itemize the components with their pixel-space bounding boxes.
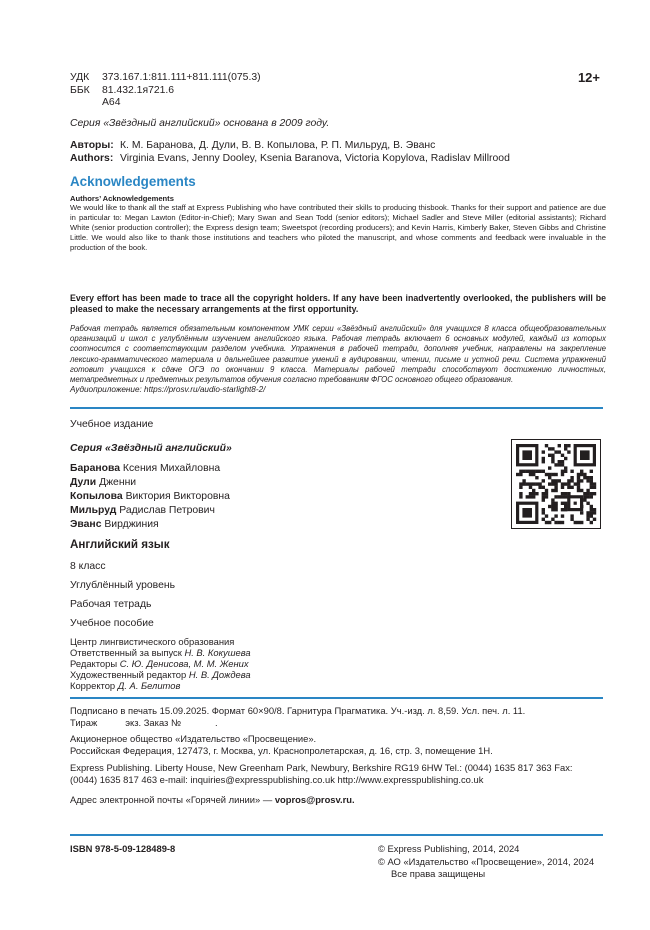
divider-bottom bbox=[70, 834, 603, 836]
authors-en: Virginia Evans, Jenny Dooley, Ksenia Baranova, Victoria Kopylova, Radislav Millrood bbox=[120, 153, 510, 164]
udk-label: УДК bbox=[70, 72, 90, 83]
credits-corrector: Корректор Д. А. Белитов bbox=[70, 680, 181, 691]
book-title: Английский язык bbox=[70, 538, 170, 551]
publisher-express-line2: (0044) 1635 817 463 e-mail: inquiries@expresspublishing.co.uk http://www.expresspublishing.co.uk bbox=[70, 774, 484, 785]
authors-ru-label: Авторы: bbox=[70, 140, 114, 151]
author-entry: Дули Дженни bbox=[70, 477, 137, 488]
copyright-prosv: © АО «Издательство «Просвещение», 2014, 2024 bbox=[378, 856, 595, 867]
series-note: Серия «Звёздный английский» основана в 2009 году. bbox=[70, 118, 330, 129]
acknowledgements-subtitle: Authors’ Acknowledgements bbox=[70, 194, 174, 203]
age-rating: 12+ bbox=[577, 70, 600, 85]
author-entry: Копылова Виктория Викторовна bbox=[70, 491, 230, 502]
divider-middle bbox=[70, 697, 603, 699]
credits-responsible: Ответственный за выпуск Н. В. Кокушева bbox=[70, 647, 251, 658]
author-entry: Эванс Вирджиния bbox=[70, 519, 159, 530]
divider-top bbox=[70, 407, 603, 409]
print-run: Тираж экз. Заказ № . bbox=[70, 717, 218, 728]
authors-block bbox=[70, 139, 510, 165]
hotline: Адрес электронной почты «Горячей линии» — vopros@prosv.ru. bbox=[70, 794, 355, 805]
publisher-prosv: Акционерное общество «Издательство «Просвещение». bbox=[70, 733, 317, 744]
author-entry: Баранова Ксения Михайловна bbox=[70, 463, 221, 474]
book-grade: 8 класс bbox=[70, 561, 106, 572]
qr-code bbox=[511, 439, 601, 529]
acknowledgements-title: Acknowledgements bbox=[70, 174, 196, 189]
book-kind: Рабочая тетрадь bbox=[70, 599, 152, 610]
bbk-value: 81.432.1я721.6 bbox=[102, 84, 175, 96]
author-mark: А64 bbox=[102, 97, 121, 109]
print-line: Подписано в печать 15.09.2025. Формат 60×90/8. Гарнитура Прагматика. Уч.-изд. л. 8,59. Усл. печ. л. 11. bbox=[70, 705, 526, 716]
acknowledgements-text: We would like to thank all the staff at Express Publishing who have contributed their skills to producing thisbook. Thanks for their support and patience are due in particular to: Megan Lawton (Editor-in-Chief); Mary Swan and Sean Todd (senior editors); Michael Sadler and Steve Miller (editorial assistants); Richard White (senior production controller); the Express design team; Sweetspot (recording producers); and Kevin Harris, Kimberly Baker, Steven Gibbs and Christine Little. We would also like to thank those institutions and teachers who piloted the manuscript, and whose comments and feedback were invaluable in the production of the book. bbox=[70, 203, 606, 252]
udk-value: 373.167.1:811.111+811.111(075.3) bbox=[102, 72, 261, 83]
audio-note: Аудиоприложение: https://prosv.ru/audio-starlight8-2/ bbox=[70, 385, 266, 395]
description bbox=[70, 324, 606, 395]
authors-en-label: Authors: bbox=[70, 153, 114, 164]
isbn: ISBN 978-5-09-128489-8 bbox=[70, 843, 176, 854]
authors-ru: К. М. Баранова, Д. Дули, В. В. Копылова, Р. П. Мильруд, В. Эванс bbox=[120, 140, 436, 151]
udk-block bbox=[70, 72, 261, 110]
edition-type: Учебное издание bbox=[70, 419, 154, 430]
book-type: Учебное пособие bbox=[70, 618, 154, 629]
qr-code-icon bbox=[512, 440, 600, 528]
credits-editors: Редакторы С. Ю. Денисова, М. М. Жених bbox=[70, 658, 249, 669]
copyright-notice: Every effort has been made to trace all the copyright holders. If any have been inadvertently overlooked, the publishers will be pleased to make the necessary arrangements at the first opportunity. bbox=[70, 293, 606, 314]
copyright-express: © Express Publishing, 2014, 2024 bbox=[378, 843, 520, 854]
credits-center: Центр лингвистического образования bbox=[70, 636, 235, 647]
description-text: Рабочая тетрадь является обязательным компонентом УМК серии «Звёздный английский» для учащихся 8 класса общеобразовательных организаций и школ с углублённым изучением английского языка. Рабочая тетрадь включает 6 основных модулей, каждый из которых соотносится с соответствующим разделом учебника. Упражнения в рабочей тетради, дополняя учебник, направлены на закрепление лексико-грамматического материала и дальнейшее развитие умений в аудировании, чтении, письме и устной речи. Система упражнений готовит учащихся к сдаче ОГЭ по окончании 9 класса. Материалы рабочей тетради способствуют достижению личностных, метапредметных и предметных результатов обучения согласно требованиям ФГОС основного общего образования. bbox=[70, 324, 606, 385]
author-entry: Мильруд Радислав Петрович bbox=[70, 505, 215, 516]
publisher-prosv-address: Российская Федерация, 127473, г. Москва, ул. Краснопролетарская, д. 16, стр. 3, помещение 1Н. bbox=[70, 745, 493, 756]
credits-art-editor: Художественный редактор Н. В. Дождева bbox=[70, 669, 251, 680]
bbk-label: ББК bbox=[70, 84, 90, 96]
rights-reserved: Все права защищены bbox=[391, 868, 486, 879]
book-level: Углублённый уровень bbox=[70, 580, 176, 591]
series-title: Серия «Звёздный английский» bbox=[70, 443, 232, 454]
publisher-express-line1: Express Publishing. Liberty House, New Greenham Park, Newbury, Berkshire RG19 6HW Tel.: (0044) 1635 817 363 Fax: bbox=[70, 762, 573, 773]
